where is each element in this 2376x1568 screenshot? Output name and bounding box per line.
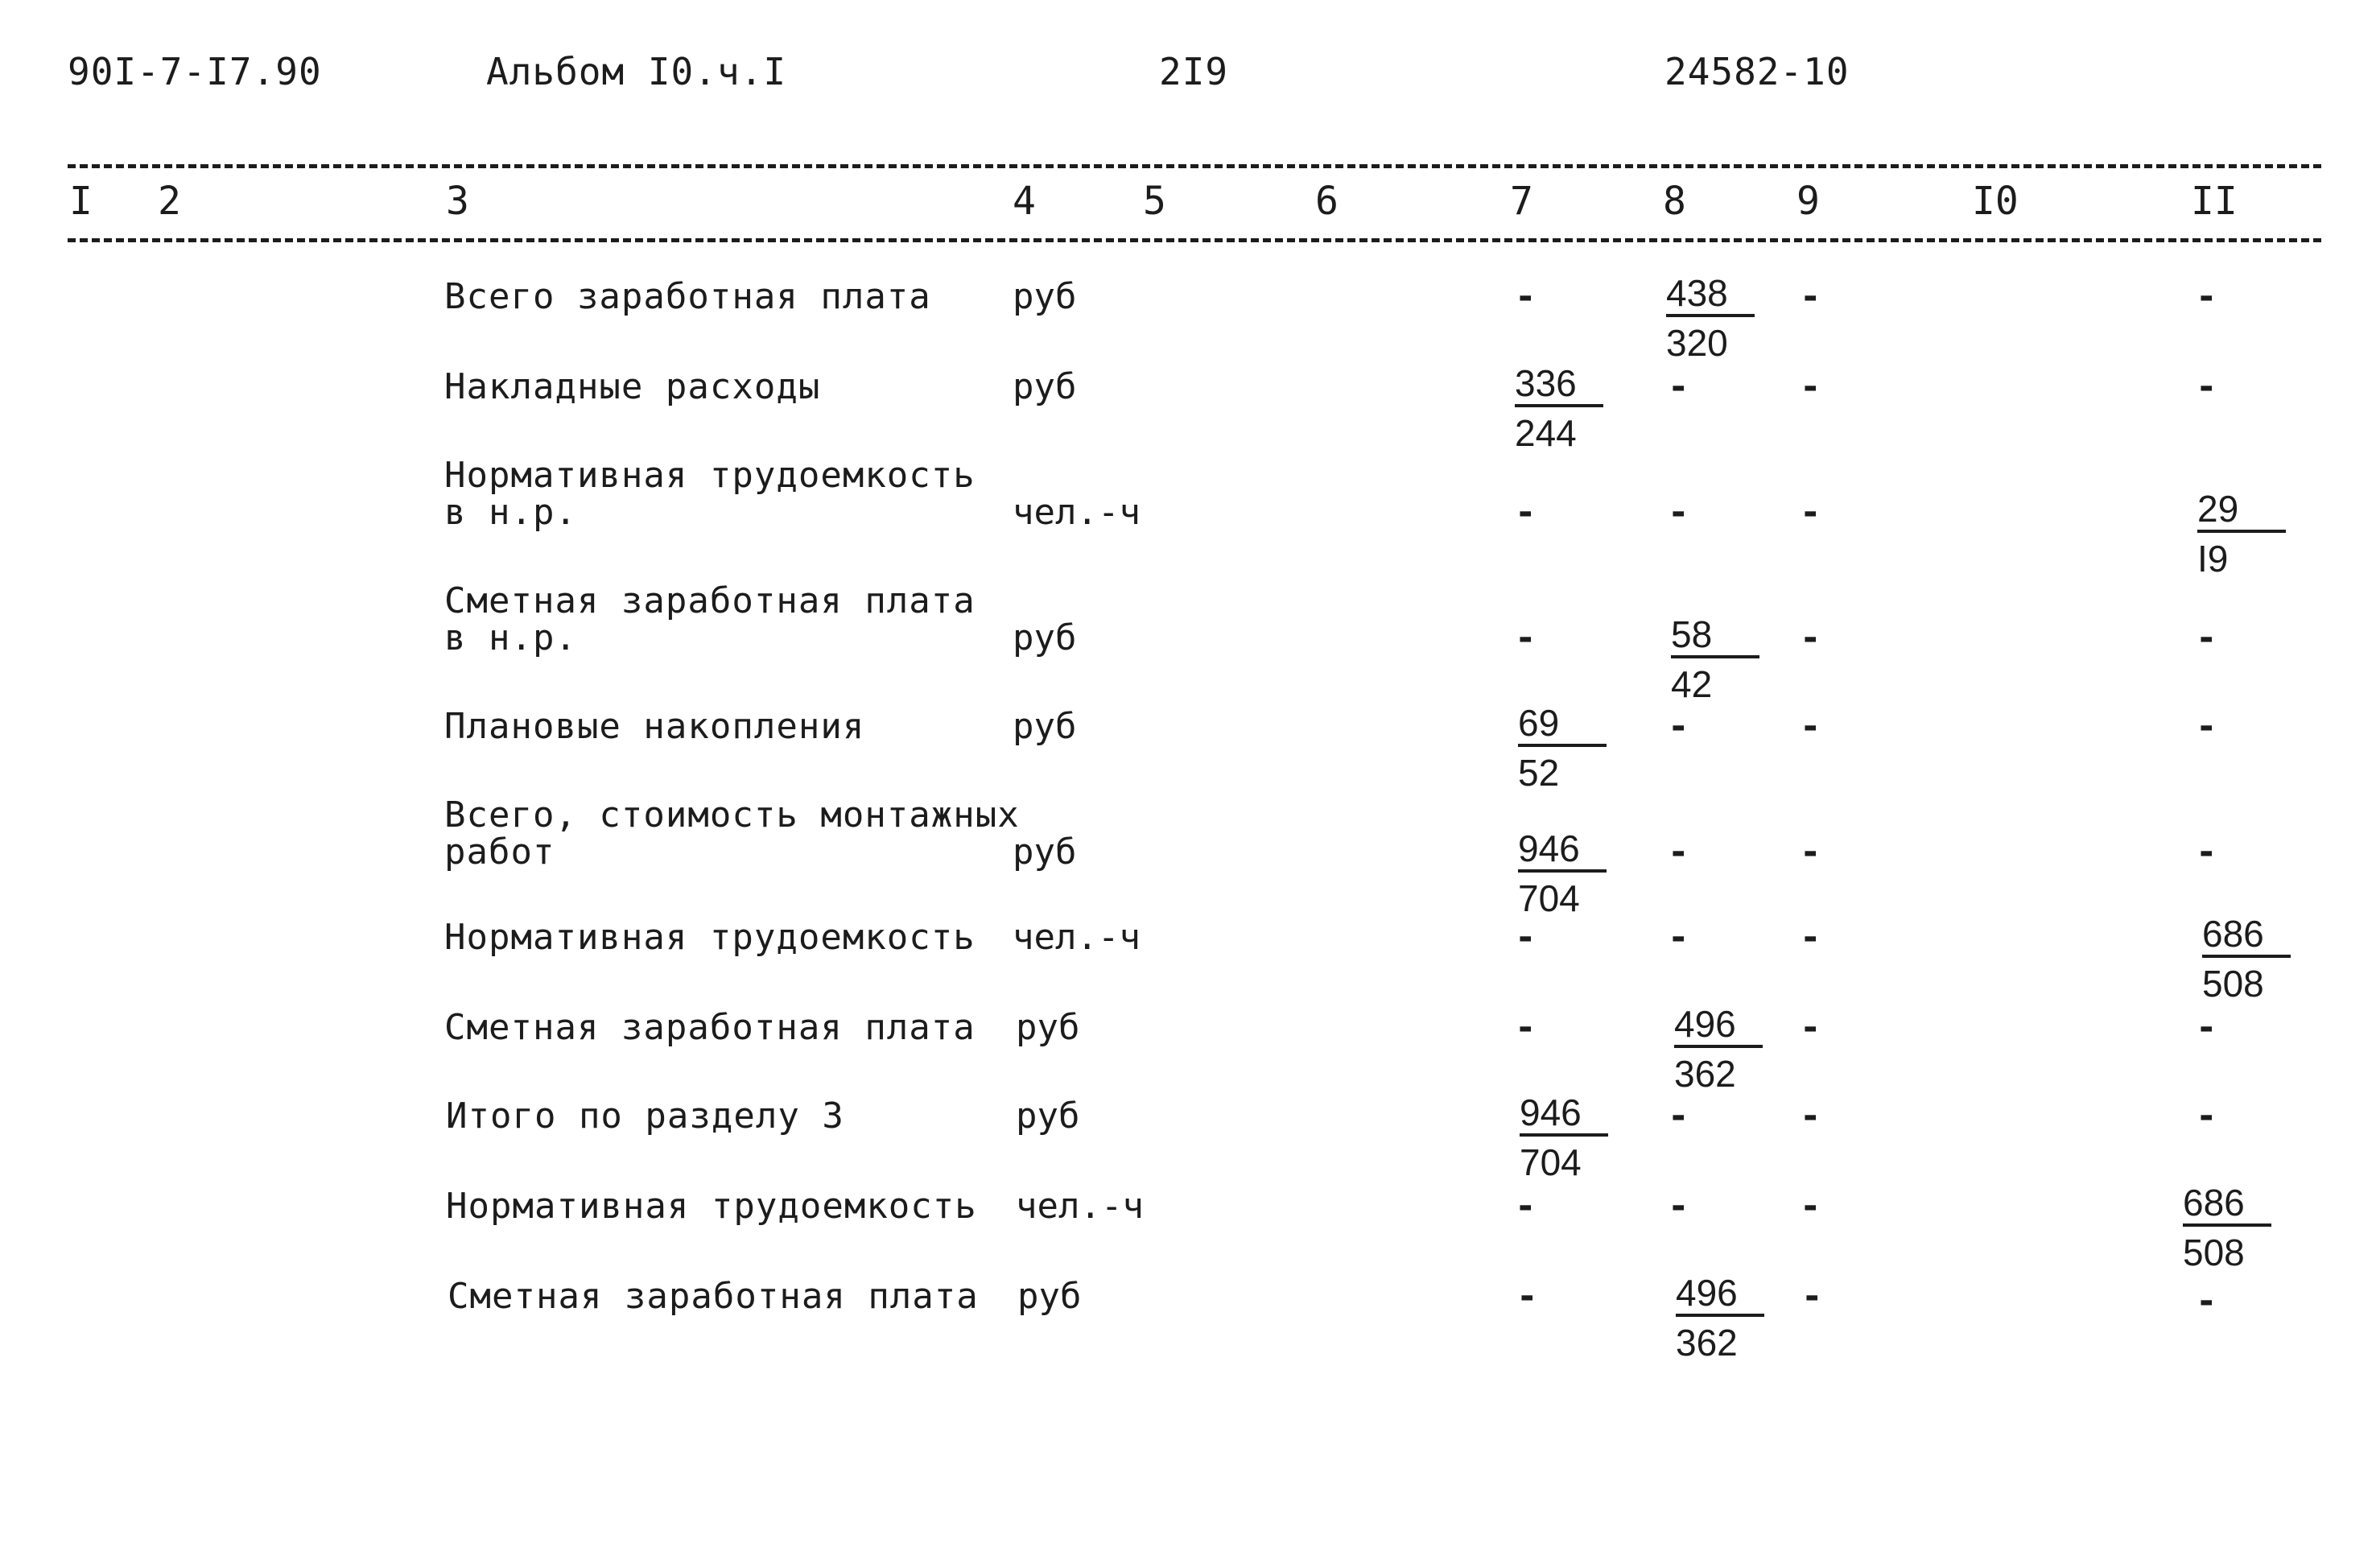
fraction-col7 bbox=[1518, 702, 1615, 798]
col-number-3: 3 bbox=[446, 179, 469, 224]
cell-col11: - bbox=[2196, 1096, 2217, 1137]
cell-col11: - bbox=[2196, 1007, 2217, 1048]
row-label: Плановые накопления bbox=[444, 706, 865, 747]
cell-col9: - bbox=[1800, 1096, 1821, 1137]
row-label: Итого по разделу 3 bbox=[446, 1096, 844, 1137]
row-label: Нормативная трудоемкость bbox=[446, 1186, 977, 1227]
col-number-8: 8 bbox=[1663, 179, 1686, 224]
fraction-col7 bbox=[1518, 827, 1615, 924]
inventory-number: 24582-10 bbox=[1664, 50, 1850, 93]
row-label: Нормативная трудоемкость bbox=[444, 917, 976, 958]
cell-col8: - bbox=[1668, 706, 1689, 747]
cell-col7: - bbox=[1515, 1186, 1537, 1227]
row-unit: руб bbox=[1016, 1096, 1080, 1137]
fraction-numerator: 686 bbox=[2183, 1182, 2271, 1227]
cell-col7: - bbox=[1515, 1007, 1537, 1048]
row-unit: чел.-ч bbox=[1016, 1186, 1144, 1227]
row-unit: руб bbox=[1013, 706, 1077, 747]
table-top-rule bbox=[68, 164, 2321, 168]
col-number-10: I0 bbox=[1972, 179, 2019, 224]
cell-col8: - bbox=[1668, 366, 1689, 407]
cell-col9: - bbox=[1800, 276, 1821, 317]
fraction-numerator: 496 bbox=[1676, 1272, 1764, 1317]
cell-col11: - bbox=[2196, 276, 2217, 317]
col-number-2: 2 bbox=[158, 179, 181, 224]
cell-col9: - bbox=[1800, 917, 1821, 958]
fraction-denominator: 244 bbox=[1515, 412, 1577, 454]
cell-col9: - bbox=[1800, 366, 1821, 407]
cell-col11: - bbox=[2196, 831, 2217, 873]
col-number-4: 4 bbox=[1013, 179, 1036, 224]
row-unit: руб bbox=[1017, 1276, 1082, 1317]
row-label: Накладные расходы bbox=[444, 366, 821, 407]
col-number-6: 6 bbox=[1315, 179, 1339, 224]
row-label: Сметная заработная плата в н.р. bbox=[444, 580, 976, 658]
fraction-col8 bbox=[1671, 613, 1768, 710]
cell-col11: - bbox=[2196, 706, 2217, 747]
cell-col7: - bbox=[1515, 492, 1537, 533]
cell-col9: - bbox=[1800, 617, 1821, 658]
row-unit: руб bbox=[1013, 276, 1077, 317]
row-unit: чел.-ч bbox=[1013, 917, 1141, 958]
cell-col9: - bbox=[1800, 1007, 1821, 1048]
cell-col7: - bbox=[1516, 1276, 1538, 1317]
fraction-denominator: 52 bbox=[1518, 752, 1560, 794]
fraction-numerator: 58 bbox=[1671, 613, 1759, 658]
fraction-numerator: 946 bbox=[1520, 1091, 1608, 1137]
row-unit: руб bbox=[1016, 1007, 1080, 1048]
row-label: Сметная заработная плата bbox=[448, 1276, 979, 1317]
cell-col7: - bbox=[1515, 276, 1537, 317]
cell-col9: - bbox=[1800, 831, 1821, 873]
cell-col9: - bbox=[1800, 492, 1821, 533]
fraction-numerator: 496 bbox=[1674, 1003, 1763, 1048]
fraction-numerator: 438 bbox=[1666, 272, 1755, 317]
row-label: Сметная заработная плата bbox=[444, 1007, 976, 1048]
col-number-9: 9 bbox=[1796, 179, 1820, 224]
fraction-col8 bbox=[1674, 1003, 1771, 1100]
cell-col9: - bbox=[1800, 706, 1821, 747]
fraction-col7 bbox=[1515, 362, 1611, 459]
fraction-numerator: 336 bbox=[1515, 362, 1603, 407]
cell-col7: - bbox=[1515, 617, 1537, 658]
fraction-col8 bbox=[1666, 272, 1763, 369]
fraction-denominator: 362 bbox=[1674, 1053, 1736, 1095]
fraction-numerator: 686 bbox=[2202, 913, 2291, 958]
fraction-denominator: 704 bbox=[1520, 1141, 1582, 1183]
cell-col8: - bbox=[1668, 917, 1689, 958]
fraction-numerator: 946 bbox=[1518, 827, 1607, 873]
cell-col8: - bbox=[1668, 492, 1689, 533]
cell-col11: - bbox=[2196, 366, 2217, 407]
fraction-denominator: 508 bbox=[2183, 1232, 2245, 1273]
fraction-denominator: 704 bbox=[1518, 877, 1580, 919]
fraction-col7 bbox=[1520, 1091, 1616, 1188]
table-header-rule bbox=[68, 238, 2321, 242]
col-number-11: II bbox=[2191, 179, 2238, 224]
fraction-denominator: I9 bbox=[2197, 538, 2229, 580]
row-unit: чел.-ч bbox=[1013, 492, 1141, 533]
col-number-7: 7 bbox=[1510, 179, 1533, 224]
fraction-col11 bbox=[2183, 1182, 2279, 1278]
fraction-denominator: 508 bbox=[2202, 963, 2264, 1005]
col-number-5: 5 bbox=[1143, 179, 1166, 224]
cell-col8: - bbox=[1668, 1186, 1689, 1227]
album-label: Альбом I0.ч.I bbox=[486, 50, 787, 93]
fraction-denominator: 362 bbox=[1676, 1322, 1738, 1364]
fraction-col8 bbox=[1676, 1272, 1772, 1368]
fraction-numerator: 29 bbox=[2197, 488, 2286, 533]
row-unit: руб bbox=[1013, 366, 1077, 407]
cell-col8: - bbox=[1668, 831, 1689, 873]
cell-col9: - bbox=[1801, 1276, 1823, 1317]
col-number-1: I bbox=[69, 179, 93, 224]
fraction-col11 bbox=[2202, 913, 2299, 1009]
row-label: Всего заработная плата bbox=[444, 276, 931, 317]
cell-col7: - bbox=[1515, 917, 1537, 958]
row-label: Нормативная трудоемкость в н.р. bbox=[444, 455, 976, 533]
fraction-denominator: 320 bbox=[1666, 322, 1728, 364]
page-number: 2I9 bbox=[1159, 50, 1229, 93]
fraction-numerator: 69 bbox=[1518, 702, 1607, 747]
fraction-denominator: 42 bbox=[1671, 663, 1713, 705]
doc-code: 90I-7-I7.90 bbox=[68, 50, 322, 93]
fraction-col11 bbox=[2197, 488, 2294, 584]
cell-col8: - bbox=[1668, 1096, 1689, 1137]
row-unit: руб bbox=[1013, 617, 1077, 658]
row-unit: руб bbox=[1013, 831, 1077, 873]
row-label: Всего, стоимость монтажных работ bbox=[444, 794, 1020, 873]
cell-col11: - bbox=[2196, 617, 2217, 658]
cell-col9: - bbox=[1800, 1186, 1821, 1227]
cell-col11: - bbox=[2196, 1281, 2217, 1322]
